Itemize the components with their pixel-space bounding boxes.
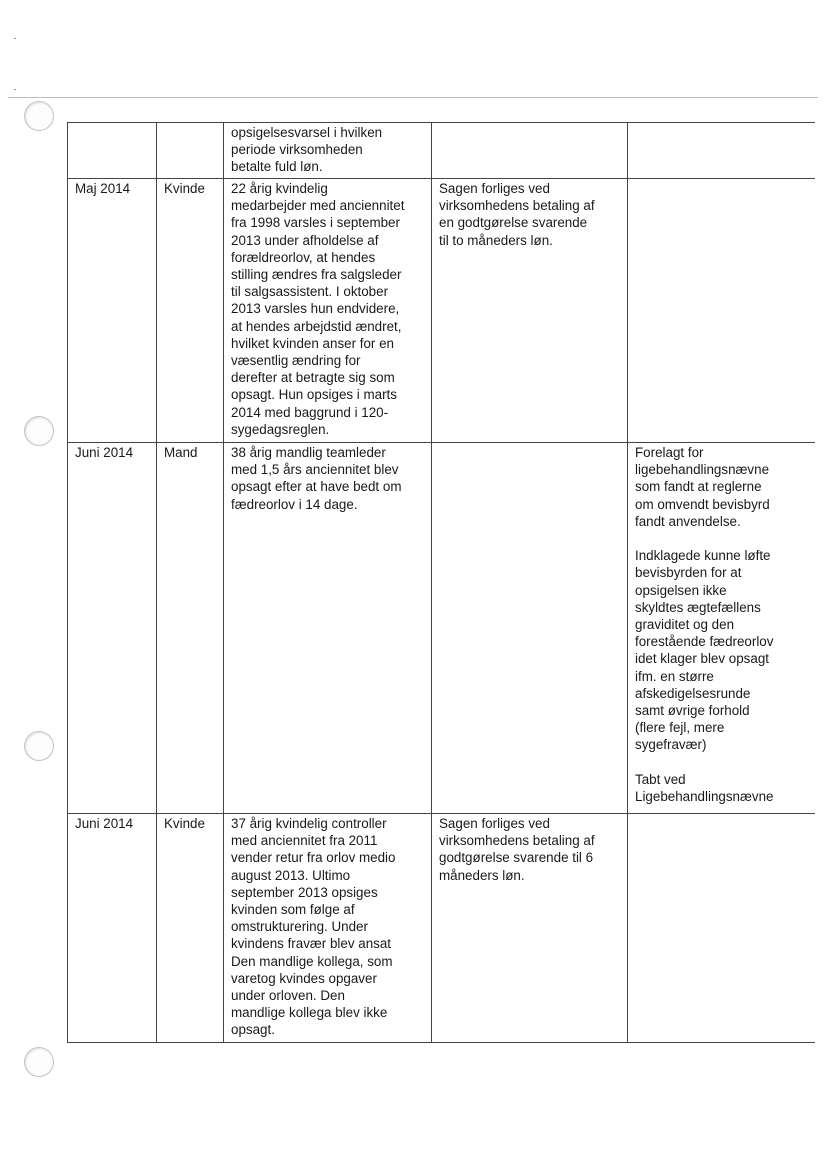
date-cell: Juni 2014 bbox=[68, 443, 157, 814]
table-row bbox=[68, 179, 815, 443]
description-cell: 22 årig kvindelig medarbejder med anciennitet fra 1998 varsles i september 2013 under afholdelse af forældreorlov, at hendes stilling ændres fra salgsleder til salgsassistent. I oktober 2013 varsles hun endvidere, at hendes arbejdstid ændret, hvilket kvinden anser for en væsentlig ændring for derefter at betragte sig som opsagt. Hun opsiges i marts 2014 med baggrund i 120- sygedagsreglen. bbox=[224, 179, 432, 443]
table-row bbox=[68, 443, 815, 814]
description-cell: opsigelsesvarsel i hvilken periode virksomheden betalte fuld løn. bbox=[224, 123, 432, 179]
page-fold-line bbox=[8, 97, 818, 98]
description-cell: 37 årig kvindelig controller med anciennitet fra 2011 vender retur fra orlov medio august 2013. Ultimo september 2013 opsiges kvinden som følge af omstrukturering. Under kvindens fravær blev ansat Den mandlige kollega, som varetog kvindes opgaver under orloven. Den mandlige kollega blev ikke opsagt. bbox=[224, 814, 432, 1043]
table-row bbox=[68, 814, 815, 1043]
description-cell: 38 årig mandlig teamleder med 1,5 års anciennitet blev opsagt efter at have bedt om fædreorlov i 14 dage. bbox=[224, 443, 432, 814]
date-cell: Maj 2014 bbox=[68, 179, 157, 443]
outcome-cell: Sagen forliges ved virksomhedens betaling af godtgørelse svarende til 6 måneders løn. bbox=[432, 814, 628, 1043]
gender-cell: Kvinde bbox=[157, 179, 224, 443]
table-row bbox=[68, 123, 815, 179]
gender-cell: Kvinde bbox=[157, 814, 224, 1043]
punch-hole bbox=[24, 1047, 54, 1077]
note-cell bbox=[628, 179, 815, 443]
punch-hole bbox=[24, 731, 54, 761]
punch-hole bbox=[24, 101, 54, 131]
punch-hole bbox=[24, 416, 54, 446]
note-cell bbox=[628, 814, 815, 1043]
outcome-cell bbox=[432, 443, 628, 814]
case-table bbox=[67, 122, 815, 1043]
gender-cell: Mand bbox=[157, 443, 224, 814]
date-cell: Juni 2014 bbox=[68, 814, 157, 1043]
outcome-cell: Sagen forliges ved virksomhedens betaling af en godtgørelse svarende til to måneders løn. bbox=[432, 179, 628, 443]
note-cell bbox=[628, 123, 815, 179]
gender-cell bbox=[157, 123, 224, 179]
outcome-cell bbox=[432, 123, 628, 179]
date-cell bbox=[68, 123, 157, 179]
note-cell: Forelagt for ligebehandlingsnævne som fandt at reglerne om omvendt bevisbyrd fandt anvendelse. Indklagede kunne løfte bevisbyrden for at opsigelsen ikke skyldtes ægtefællens graviditet og den forestående fædreorlov idet klager blev opsagt ifm. en større afskedigelsesrunde samt øvrige forhold (flere fejl, mere sygefravær) Tabt ved Ligebehandlingsnævne bbox=[628, 443, 815, 814]
scan-speck bbox=[14, 38, 16, 39]
scan-speck bbox=[14, 89, 16, 90]
